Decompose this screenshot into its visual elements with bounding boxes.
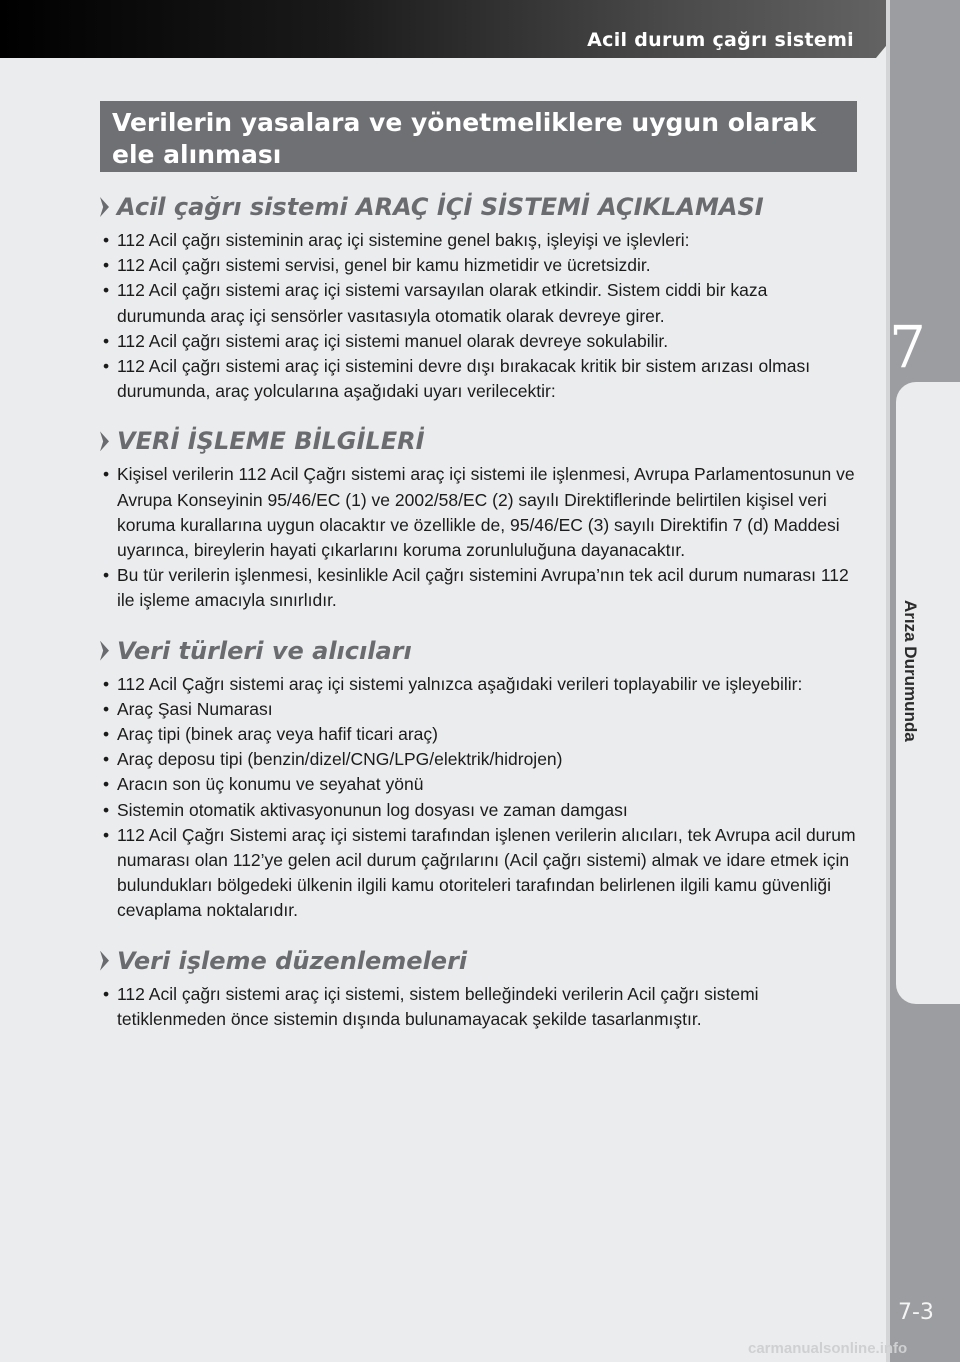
content <box>100 190 860 1052</box>
page-number: 7-3 <box>898 1300 934 1325</box>
section-title-line-1: Verilerin yasalara ve yönetmeliklere uygun olarak <box>112 108 817 137</box>
subsection-heading: Veri türleri ve alıcıları <box>100 634 860 668</box>
arrow-icon <box>100 197 109 217</box>
list-item: • 112 Acil çağrı sistemi servisi, genel bir kamu hizmetidir ve ücretsizdir. <box>100 253 860 278</box>
subsection-system-description <box>100 190 860 404</box>
list-item: • Aracın son üç konumu ve seyahat yönü <box>100 772 860 797</box>
subsection-heading: Acil çağrı sistemi ARAÇ İÇİ SİSTEMİ AÇIKLAMASI <box>100 190 860 224</box>
subsection-data-types <box>100 634 860 924</box>
list-item: • 112 Acil çağrı sistemi araç içi sistemi, sistem belleğindeki verilerin Acil çağrı sistemi tetiklenmeden önce sistemin dışında bulunamayacak şekilde tasarlanmıştır. <box>100 982 860 1032</box>
chapter-number: 7 <box>889 313 926 381</box>
list-item: • 112 Acil Çağrı sistemi araç içi sistemi yalnızca aşağıdaki verileri toplayabilir ve işleyebilir: <box>100 672 860 697</box>
list-item: • 112 Acil Çağrı Sistemi araç içi sistemi tarafından işlenen verilerin alıcıları, tek Avrupa acil durum numarası olan 112’ye gelen acil durum çağrılarını (Acil çağrı sistemi) almak ve idare etmek için bulundukları bölgedeki ülkenin ilgili kamu otoriteleri tarafından belirlenen ilgili kamu güvenliği cevaplama noktalarıdır. <box>100 823 860 924</box>
arrow-icon <box>100 951 109 971</box>
list-item: • 112 Acil çağrı sistemi araç içi sistemini devre dışı bırakacak kritik bir sistem arızası olması durumunda, araç yolcularına aşağıdaki uyarı verilecektir: <box>100 354 860 404</box>
list-item: • 112 Acil çağrı sistemi araç içi sistemi varsayılan olarak etkindir. Sistem ciddi bir kaza durumunda araç içi sensörler vasıtasıyla otomatik olarak devreye girer. <box>100 278 860 328</box>
list-item: • 112 Acil çağrı sistemi araç içi sistemi manuel olarak devreye sokulabilir. <box>100 329 860 354</box>
arrow-icon <box>100 431 109 451</box>
subsection-data-processing-rules <box>100 944 860 1032</box>
subsection-data-processing-info <box>100 424 860 613</box>
subsection-heading: Veri işleme düzenlemeleri <box>100 944 860 978</box>
list-item: • Araç tipi (binek araç veya hafif ticari araç) <box>100 722 860 747</box>
chapter-label: Arıza Durumunda <box>901 600 920 742</box>
list-item: • Araç Şasi Numarası <box>100 697 860 722</box>
watermark: carmanualsonline.info <box>748 1340 908 1357</box>
section-title <box>100 101 857 172</box>
list-item: • Sistemin otomatik aktivasyonunun log dosyası ve zaman damgası <box>100 798 860 823</box>
list-item: • 112 Acil çağrı sisteminin araç içi sistemine genel bakış, işleyişi ve işlevleri: <box>100 228 860 253</box>
subsection-heading: VERİ İŞLEME BİLGİLERİ <box>100 424 860 458</box>
arrow-icon <box>100 641 109 661</box>
list-item: • Bu tür verilerin işlenmesi, kesinlikle Acil çağrı sistemini Avrupa’nın tek acil durum numarası 112 ile işleme amacıyla sınırlıdır. <box>100 563 860 613</box>
side-strip-edge <box>886 0 890 1362</box>
list-item: • Kişisel verilerin 112 Acil Çağrı sistemi araç içi sistemi ile işlenmesi, Avrupa Parlamentosunun ve Avrupa Konseyinin 95/46/EC (1) ve 2002/58/EC (2) sayılı Direktiflerinde belirtilen kişisel veri koruma kurallarına uygun olacaktır ve özellikle de, 95/46/EC (3) sayılı Direktifin 7 (d) Maddesi uyarınca, bireylerin hayati çıkarlarını koruma zorunluluğuna dayanacaktır. <box>100 462 860 563</box>
section-title-line-2: ele alınması <box>112 140 282 169</box>
header-title: Acil durum çağrı sistemi <box>587 29 854 51</box>
list-item: • Araç deposu tipi (benzin/dizel/CNG/LPG/elektrik/hidrojen) <box>100 747 860 772</box>
